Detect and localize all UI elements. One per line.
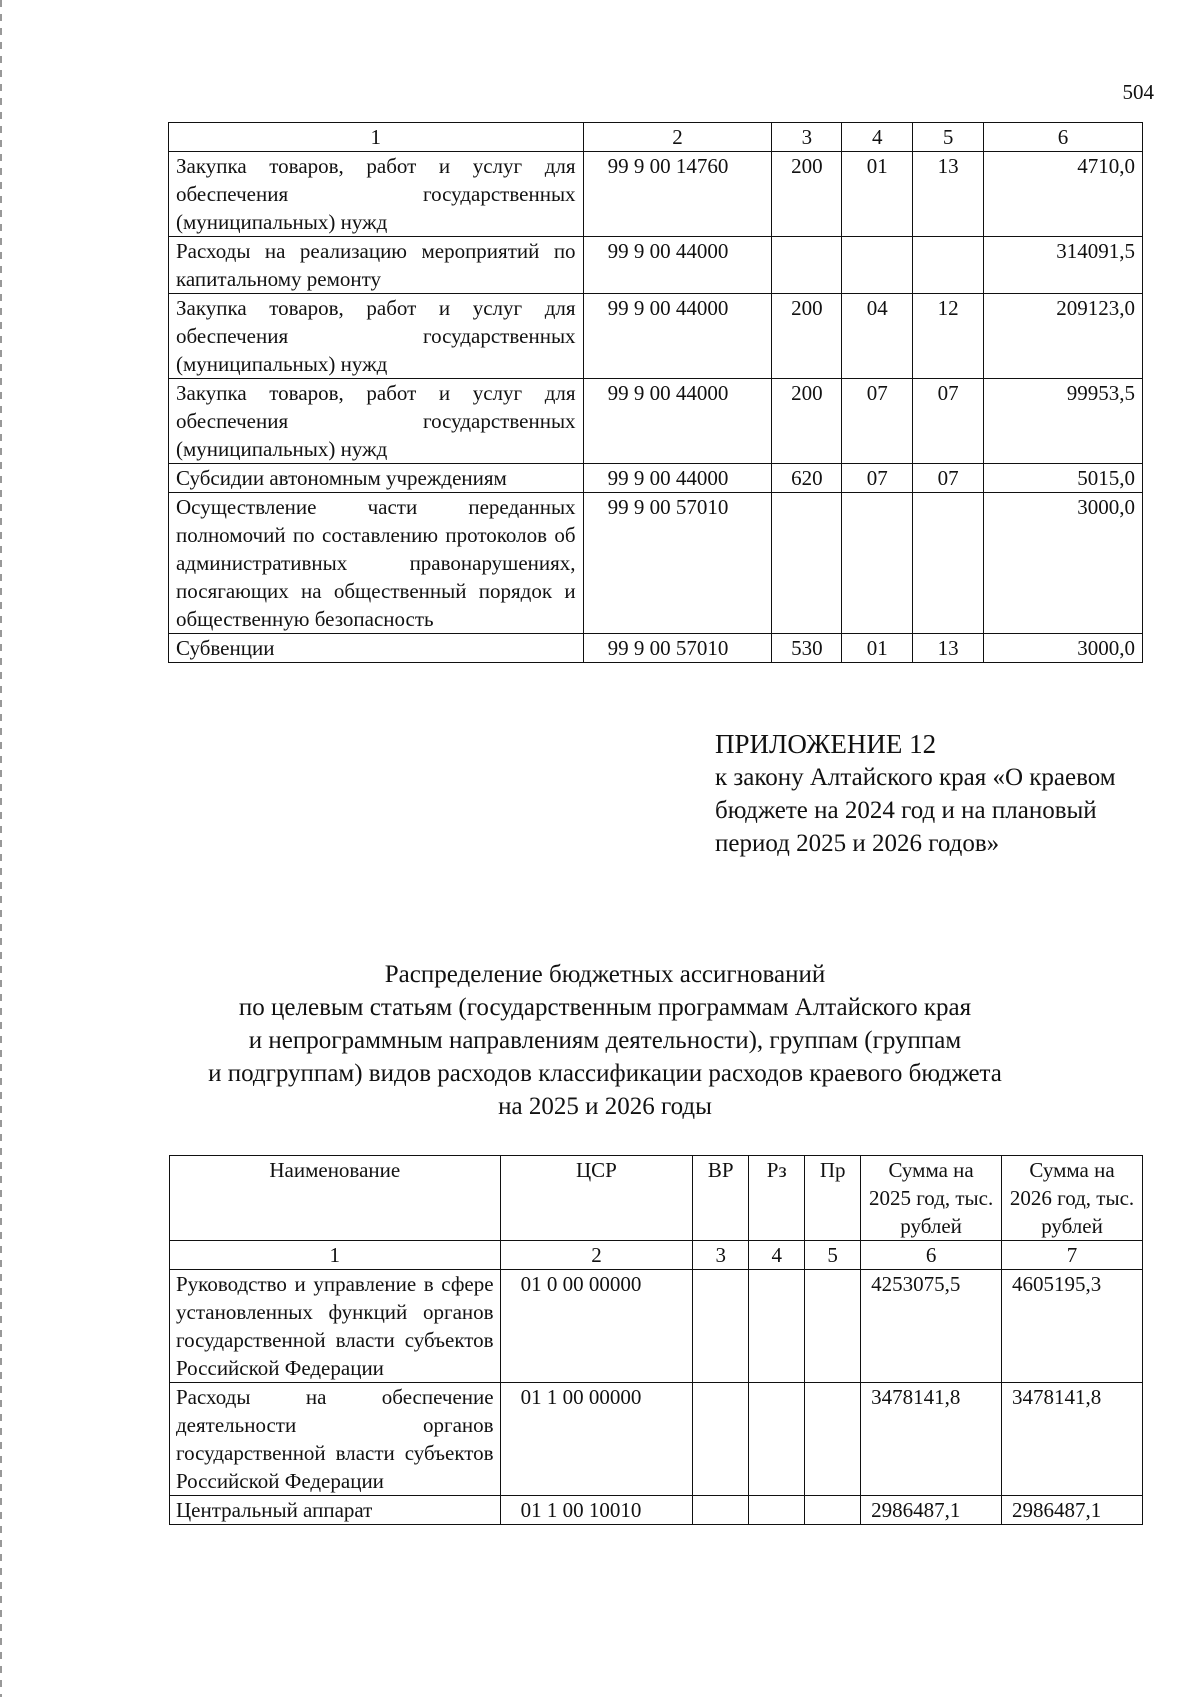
row-name: Закупка товаров, работ и услуг для обеспечения государственных (муниципальных) нужд (169, 379, 584, 464)
row-csr: 99 9 00 44000 (583, 294, 772, 379)
row-name: Расходы на обеспечение деятельности органов государственной власти субъектов Российской Федерации (170, 1383, 501, 1496)
row-vr (772, 493, 842, 634)
row-rz: 07 (842, 379, 913, 464)
column-number: 4 (749, 1241, 805, 1270)
appendix-title: ПРИЛОЖЕНИЕ 12 (715, 729, 937, 759)
table-row (170, 1270, 1143, 1383)
title-line: и подгруппам) видов расходов классификации расходов краевого бюджета (208, 1060, 1002, 1087)
row-rz: 01 (842, 634, 913, 663)
table-row (169, 634, 1143, 663)
column-number: 1 (169, 123, 584, 152)
row-csr: 99 9 00 14760 (583, 152, 772, 237)
title-line: по целевым статьям (государственным программам Алтайского края (238, 994, 972, 1021)
column-number: 2 (500, 1241, 693, 1270)
row-rz: 04 (842, 294, 913, 379)
row-csr: 99 9 00 44000 (583, 464, 772, 493)
title-line: на 2025 и 2026 годы (498, 1093, 712, 1120)
row-pr (805, 1270, 861, 1383)
row-name: Закупка товаров, работ и услуг для обеспечения государственных (муниципальных) нужд (169, 294, 584, 379)
row-sum-2025: 3478141,8 (861, 1383, 1002, 1496)
title-line: Распределение бюджетных ассигнований (384, 961, 826, 988)
expenditure-table-continued (168, 122, 1143, 663)
header-name: Наименование (170, 1156, 501, 1241)
row-name: Расходы на реализацию мероприятий по капитальному ремонту (169, 237, 584, 294)
column-number: 2 (583, 123, 772, 152)
column-number: 1 (170, 1241, 501, 1270)
row-csr: 99 9 00 44000 (583, 237, 772, 294)
row-name: Руководство и управление в сфере установленных функций органов государственной власти субъектов Российской Федерации (170, 1270, 501, 1383)
row-csr: 01 1 00 10010 (500, 1496, 693, 1525)
column-number: 5 (805, 1241, 861, 1270)
column-number: 3 (772, 123, 842, 152)
header-rz: Рз (749, 1156, 805, 1241)
row-sum: 4710,0 (984, 152, 1143, 237)
row-csr: 99 9 00 44000 (583, 379, 772, 464)
row-sum-2026: 4605195,3 (1002, 1270, 1143, 1383)
row-vr: 200 (772, 379, 842, 464)
row-csr: 01 0 00 00000 (500, 1270, 693, 1383)
table-row (170, 1383, 1143, 1496)
row-rz (749, 1383, 805, 1496)
budget-allocation-table (169, 1155, 1143, 1525)
scan-margin-edge (0, 0, 2, 1697)
header-sum-2025: Сумма на 2025 год, тыс. рублей (861, 1156, 1002, 1241)
row-csr: 99 9 00 57010 (583, 493, 772, 634)
row-rz: 07 (842, 464, 913, 493)
row-sum: 5015,0 (984, 464, 1143, 493)
row-vr (693, 1270, 749, 1383)
row-rz (842, 237, 913, 294)
row-pr: 12 (913, 294, 984, 379)
header-csr: ЦСР (500, 1156, 693, 1241)
row-pr (805, 1383, 861, 1496)
column-number: 6 (984, 123, 1143, 152)
row-rz (749, 1270, 805, 1383)
title-line: и непрограммным направлениям деятельности), группам (группам (248, 1027, 962, 1054)
row-pr: 07 (913, 379, 984, 464)
row-sum: 3000,0 (984, 634, 1143, 663)
row-vr (772, 237, 842, 294)
row-rz (842, 493, 913, 634)
column-number: 3 (693, 1241, 749, 1270)
row-rz: 01 (842, 152, 913, 237)
row-name: Осуществление части переданных полномочий по составлению протоколов об административных правонарушениях, посягающих на общественный порядок и общественную безопасность (169, 493, 584, 634)
table-row (169, 294, 1143, 379)
row-pr: 07 (913, 464, 984, 493)
row-csr: 01 1 00 00000 (500, 1383, 693, 1496)
row-sum-2025: 2986487,1 (861, 1496, 1002, 1525)
header-sum-2026: Сумма на 2026 год, тыс. рублей (1002, 1156, 1143, 1241)
table-row (169, 464, 1143, 493)
table-row (169, 237, 1143, 294)
column-number: 4 (842, 123, 913, 152)
document-title (150, 958, 1060, 1123)
row-name: Центральный аппарат (170, 1496, 501, 1525)
row-vr: 200 (772, 294, 842, 379)
appendix-block (715, 728, 1155, 860)
row-vr: 200 (772, 152, 842, 237)
row-name: Субвенции (169, 634, 584, 663)
page-number: 504 (1122, 80, 1154, 104)
column-number: 6 (861, 1241, 1002, 1270)
column-number: 7 (1002, 1241, 1143, 1270)
row-name: Закупка товаров, работ и услуг для обеспечения государственных (муниципальных) нужд (169, 152, 584, 237)
row-sum: 3000,0 (984, 493, 1143, 634)
row-vr: 620 (772, 464, 842, 493)
header-vr: ВР (693, 1156, 749, 1241)
row-pr (913, 493, 984, 634)
row-vr: 530 (772, 634, 842, 663)
row-sum: 314091,5 (984, 237, 1143, 294)
row-sum: 99953,5 (984, 379, 1143, 464)
table-header-row (170, 1156, 1143, 1241)
header-pr: Пр (805, 1156, 861, 1241)
appendix-text: к закону Алтайского края «О краевом бюджете на 2024 год и на плановый период 2025 и 2026 годов» (715, 764, 1116, 857)
table-header-row (169, 123, 1143, 152)
row-pr (913, 237, 984, 294)
column-number: 5 (913, 123, 984, 152)
row-sum: 209123,0 (984, 294, 1143, 379)
table-row (169, 152, 1143, 237)
table-row (169, 379, 1143, 464)
row-rz (749, 1496, 805, 1525)
column-numbers-row (170, 1241, 1143, 1270)
row-pr (805, 1496, 861, 1525)
row-pr: 13 (913, 634, 984, 663)
row-csr: 99 9 00 57010 (583, 634, 772, 663)
table-row (169, 493, 1143, 634)
row-sum-2025: 4253075,5 (861, 1270, 1002, 1383)
table-row (170, 1496, 1143, 1525)
row-vr (693, 1383, 749, 1496)
row-vr (693, 1496, 749, 1525)
row-sum-2026: 3478141,8 (1002, 1383, 1143, 1496)
row-pr: 13 (913, 152, 984, 237)
row-name: Субсидии автономным учреждениям (169, 464, 584, 493)
row-sum-2026: 2986487,1 (1002, 1496, 1143, 1525)
